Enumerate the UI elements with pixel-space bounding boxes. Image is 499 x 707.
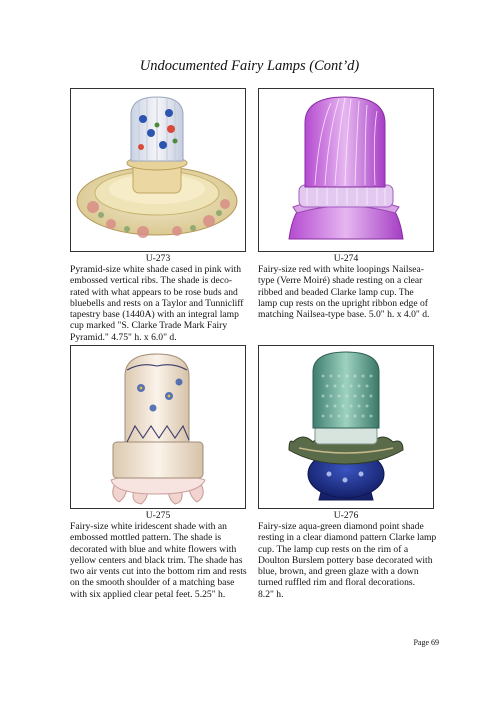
desc-line: with six applied clear petal feet. 5.25" h.	[70, 588, 226, 600]
page-number: Page 69	[413, 638, 439, 647]
desc-line: Fairy-size red with white loopings Nailsea-	[258, 264, 424, 275]
desc-line: cup. The lamp cup rests on the rim of a	[258, 543, 409, 555]
desc-line: Pyramid-size white shade cased in pink with	[70, 264, 242, 275]
desc-line: type (Verre Moiré) shade resting on a clear	[258, 275, 423, 287]
lamp-u274-image	[259, 89, 433, 251]
desc-line: rated with what appears to be rose buds and	[70, 286, 238, 298]
desc-line: Pyramid." 4.75" h. x 6.0" d.	[70, 331, 177, 343]
item-code-u275: U-275	[145, 510, 171, 521]
desc-line: ribbed and beaded Clarke lamp cup. The	[258, 286, 414, 298]
desc-line: turned ruffled rim and floral decorations.	[258, 577, 415, 589]
item-description-u276	[258, 521, 438, 600]
desc-line: Fairy-size white iridescent shade with an	[70, 521, 227, 532]
desc-line: matching Nailsea-type base. 5.0" h. x 4.0" d.	[258, 309, 430, 321]
item-code-u273: U-273	[145, 253, 171, 264]
item-description-u275	[70, 521, 250, 600]
desc-line: embossed mottled pattern. The shade is	[70, 532, 222, 544]
desc-line: decorated with blue and white flowers with	[70, 543, 237, 555]
desc-line: on the smooth shoulder of a matching base	[70, 577, 235, 589]
photo-u274	[258, 88, 434, 252]
lamp-u273-image	[71, 89, 245, 251]
page-title: Undocumented Fairy Lamps (Cont’d)	[139, 58, 360, 74]
item-code-u274: U-274	[333, 253, 359, 264]
lamp-u275-image	[71, 346, 245, 508]
desc-line: cup marked "S. Clarke Trade Mark Fairy	[70, 320, 228, 332]
desc-line: Fairy-size aqua-green diamond point shade	[258, 521, 424, 532]
photo-u275	[70, 345, 246, 509]
desc-line: bluebells and rests on a Taylor and Tunnicliff	[70, 297, 244, 309]
item-description-u273	[70, 264, 250, 343]
desc-line: Doulton Burslem pottery base decorated with	[258, 554, 433, 566]
item-description-u274	[258, 264, 438, 320]
desc-line: 8.2" h.	[258, 588, 284, 600]
desc-line: resting in a clear diamond pattern Clarke lamp	[258, 532, 437, 544]
desc-line: two air vents cut into the bottom rim and rests	[70, 566, 247, 578]
desc-line: yellow centers and black trim. The shade has	[70, 554, 243, 566]
desc-line: embossed vertical ribs. The shade is deco-	[70, 275, 233, 287]
lamp-u276-image	[259, 346, 433, 508]
desc-line: lamp cup rests on the upright ribbon edge of	[258, 297, 428, 309]
desc-line: blue, brown, and green glaze with a down	[258, 566, 419, 578]
photo-u276	[258, 345, 434, 509]
photo-u273	[70, 88, 246, 252]
desc-line: tapestry base (1440A) with an integral lamp	[70, 309, 239, 321]
item-code-u276: U-276	[333, 510, 359, 521]
